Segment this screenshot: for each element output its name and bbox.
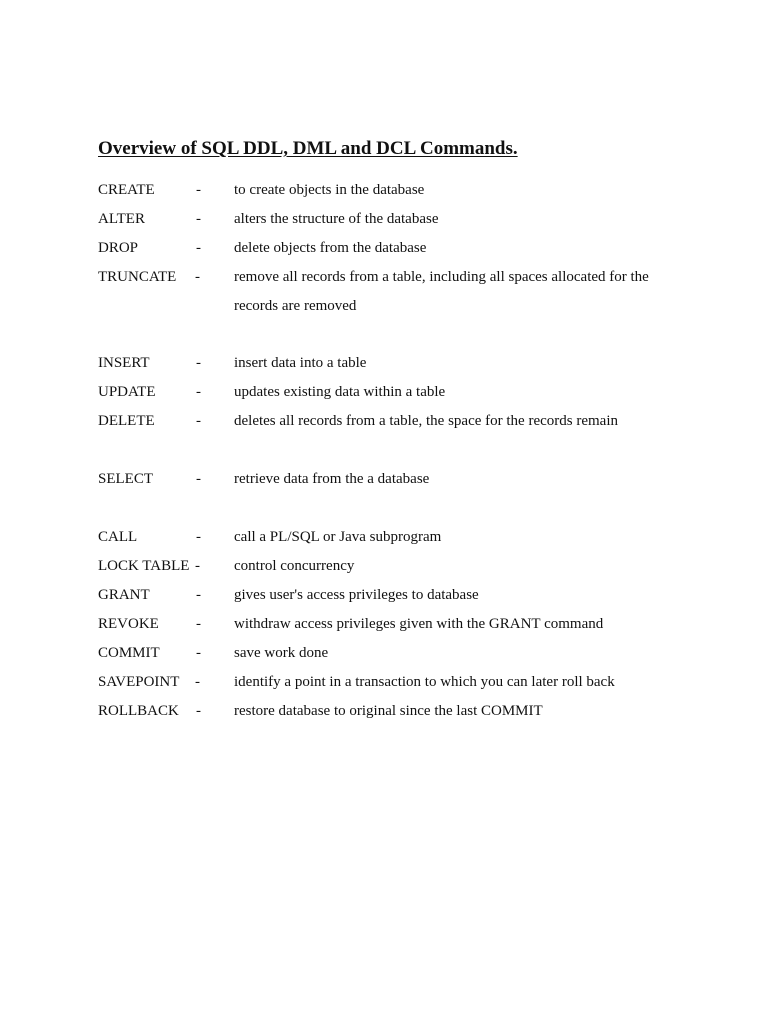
command-description: to create objects in the database [234,182,425,198]
command-description: gives user's access privileges to database [234,587,479,603]
command-row-commit [98,639,698,668]
command-description: remove all records from a table, including all spaces allocated for the records are removed [234,269,649,314]
command-row-insert [98,349,698,378]
command-name: CALL [98,529,138,545]
command-name: SELECT [98,471,153,487]
command-row-savepoint [98,668,698,697]
command-name: CREATE [98,182,155,198]
command-name: UPDATE [98,384,156,400]
command-name: ALTER [98,211,145,227]
separator-dash: - [196,182,201,198]
command-name: ROLLBACK [98,703,179,719]
command-name: GRANT [98,587,150,603]
command-description: retrieve data from the a database [234,471,430,487]
separator-dash: - [195,269,200,285]
command-row-truncate [98,263,698,321]
separator-dash: - [196,529,201,545]
command-row-create [98,176,698,205]
command-name: TRUNCATE [98,269,177,285]
separator-dash: - [196,413,201,429]
command-description: restore database to original since the last COMMIT [234,703,543,719]
separator-dash: - [196,211,201,227]
separator-dash: - [196,587,201,603]
command-row-delete [98,407,698,465]
separator-dash: - [196,645,201,661]
command-row-drop [98,234,698,263]
separator-dash: - [196,703,201,719]
command-description: call a PL/SQL or Java subprogram [234,529,442,545]
command-name: LOCK TABLE [98,558,190,574]
separator-dash: - [195,674,200,690]
dcl-command-group [98,523,698,726]
dml-command-group [98,349,698,494]
command-row-lock-table [98,552,698,581]
command-description: delete objects from the database [234,240,427,256]
command-name: SAVEPOINT [98,674,180,690]
command-description: identify a point in a transaction to which you can later roll back [234,674,615,690]
document-title: Overview of SQL DDL, DML and DCL Commands. [98,138,518,159]
command-description: deletes all records from a table, the space for the records remain [234,413,618,429]
command-row-select [98,465,698,494]
command-row-revoke [98,610,698,639]
command-name: REVOKE [98,616,159,632]
command-row-alter [98,205,698,234]
separator-dash: - [196,471,201,487]
command-row-call [98,523,698,552]
command-row-grant [98,581,698,610]
command-name: DROP [98,240,139,256]
separator-dash: - [196,616,201,632]
ddl-command-group [98,176,698,321]
command-name: COMMIT [98,645,160,661]
command-description: insert data into a table [234,355,367,371]
command-name: DELETE [98,413,155,429]
command-description: alters the structure of the database [234,211,439,227]
command-description: control concurrency [234,558,355,574]
command-description: save work done [234,645,329,661]
command-name: INSERT [98,355,150,371]
command-description: updates existing data within a table [234,384,446,400]
command-row-update [98,378,698,407]
separator-dash: - [196,384,201,400]
separator-dash: - [196,355,201,371]
separator-dash: - [195,558,200,574]
command-row-rollback [98,697,698,726]
command-description: withdraw access privileges given with the GRANT command [234,616,604,632]
separator-dash: - [196,240,201,256]
